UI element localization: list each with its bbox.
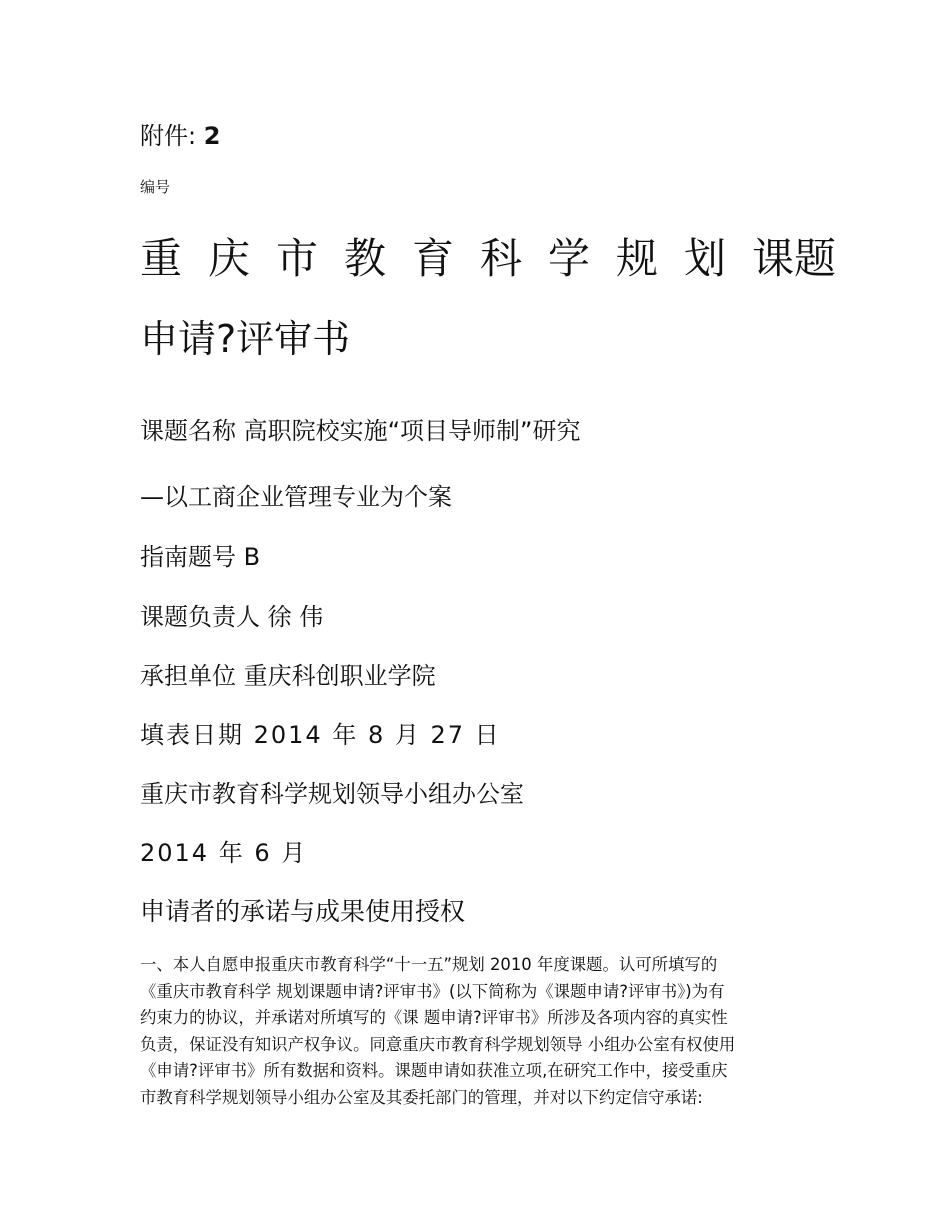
commitment-paragraph [140, 952, 810, 1111]
attachment-text: 附件: [140, 122, 197, 150]
field-unit: 承担单位 重庆科创职业学院 [140, 662, 436, 690]
code-label: 编号 [140, 178, 171, 196]
field-fill-date: 填表日期 2014 年 8 月 27 日 [140, 721, 501, 749]
field-guide-number: 指南题号 B [140, 543, 261, 571]
title-spaced-part: 重庆市教育科学规划 [140, 234, 753, 283]
attachment-number: 2 [203, 122, 221, 150]
section-heading: 申请者的承诺与成果使用授权 [140, 897, 466, 926]
paragraph-line: 一、本人自愿申报重庆市教育科学“十一五”规划 2010 年度课题。认可所填写的 [140, 955, 718, 974]
title-tail-part: 课题 [752, 234, 837, 283]
field-topic-name-cont: —以工商企业管理专业为个案 [140, 483, 452, 511]
field-issue-date: 2014 年 6 月 [140, 839, 308, 867]
field-topic-name: 课题名称 高职院校实施“项目导师制”研究 [140, 417, 581, 445]
document-title-line1 [140, 234, 837, 283]
paragraph-line: 《申请?评审书》所有数据和资料。课题申请如获准立项,在研究工作中，接受重庆 [140, 1061, 728, 1080]
paragraph-line: 市教育科学规划领导小组办公室及其委托部门的管理，并对以下约定信守承诺: [140, 1087, 703, 1107]
attachment-label [140, 124, 220, 148]
document-title-line2: 申请?评审书 [140, 317, 351, 361]
paragraph-line: 约束力的协议，并承诺对所填写的《课 题申请?评审书》所涉及各项内容的真实性 [140, 1008, 728, 1027]
field-leader: 课题负责人 徐 伟 [140, 603, 324, 631]
paragraph-line: 负责，保证没有知识产权争议。同意重庆市教育科学规划领导 小组办公室有权使用 [140, 1034, 736, 1054]
paragraph-line: 《重庆市教育科学 规划课题申请?评审书》(以下简称为《课题申请?评审书》)为有 [140, 981, 725, 1001]
field-office: 重庆市教育科学规划领导小组办公室 [140, 780, 524, 808]
